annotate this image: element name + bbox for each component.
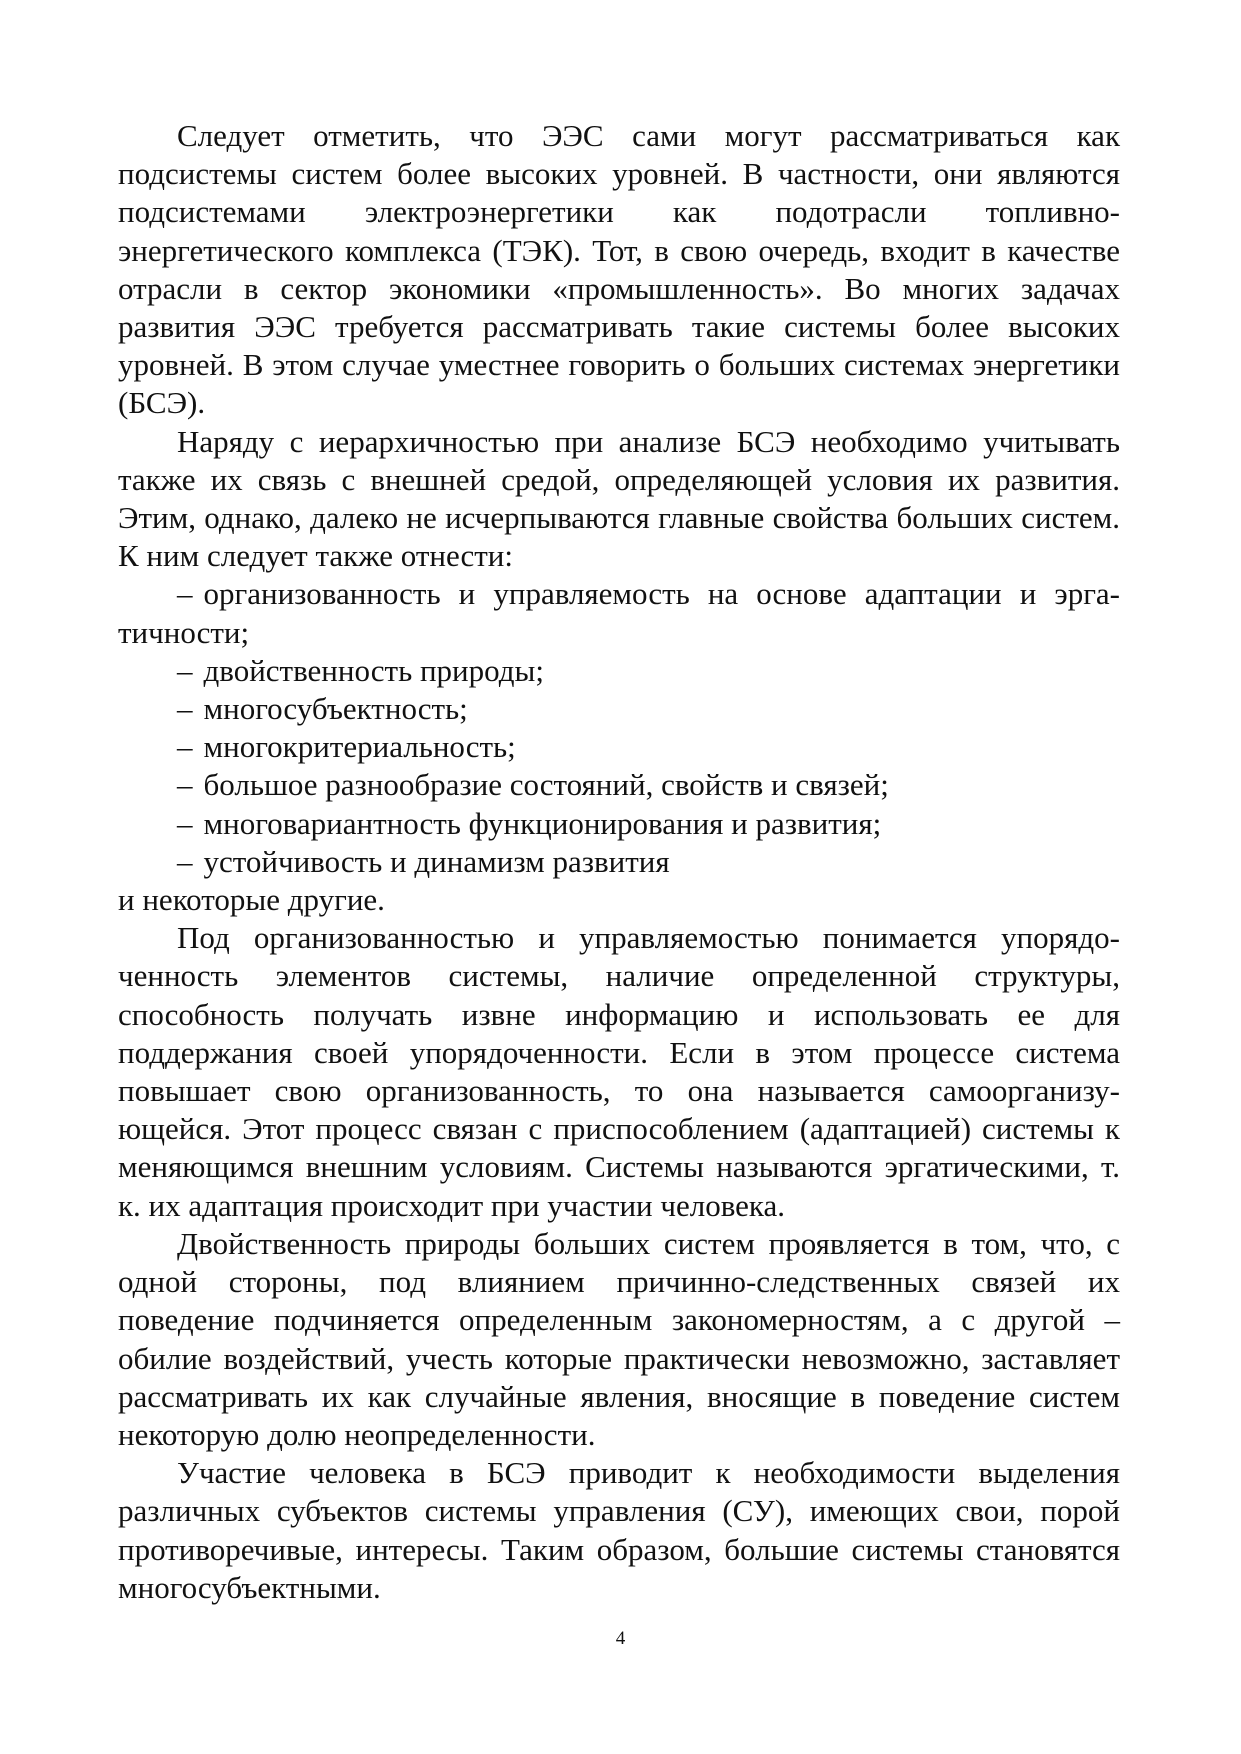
list-item-text: организованность и управляемость на основе адаптации и эргатичности;: [118, 576, 1120, 650]
properties-list: [118, 575, 1120, 881]
list-dash: –: [177, 691, 193, 727]
list-item: [118, 843, 1120, 881]
list-dash: –: [177, 767, 193, 803]
list-dash: –: [177, 729, 193, 765]
list-item: [118, 690, 1120, 728]
list-item-text: большое разнообразие состояний, свойств и связей;: [203, 767, 889, 803]
list-item-text: двойственность природы;: [203, 652, 544, 688]
paragraph-properties-intro: Наряду с иерархичностью при анализе БСЭ необходимо учитывать также их связь с внешней средой, определяющей условия их развития. Этим, однако, далеко не исчерпываются главные свойства больших систем. К ним следует также отнести:: [118, 423, 1120, 574]
page-number: 4: [615, 1628, 626, 1649]
list-dash: –: [177, 652, 193, 688]
list-dash: –: [177, 843, 193, 879]
paragraph-organization: Под организованностью и управляемостью понимается упорядоченность элементов системы, наличие определенной структуры, способность получать извне информацию и использовать ее для поддержания своей упорядоченности. Если в этом процессе система повышает свою организованность, то она называется самоорганизующейся. Этот процесс связан с приспособлением (адаптацией) системы к меняющимся внешним условиям. Системы называются эргатическими, т. к. их адаптация происходит при участии человека.: [118, 920, 1120, 1223]
list-item: [118, 652, 1120, 690]
list-item: [118, 728, 1120, 766]
paragraph-subsystems: Следует отметить, что ЭЭС сами могут рассматриваться как подсистемы систем более высоких уровней. В частности, они являются подсистемами электроэнергетики как подотрасли топливно-энергетического комплекса (ТЭК). Тот, в свою очередь, входит в качестве отрасли в сектор экономики «промышленность». Во многих задачах развития ЭЭС требуется рассматривать такие системы более высоких уровней. В этом случае уместнее говорить о больших системах энергетики (БСЭ).: [118, 118, 1120, 421]
list-item-text: многокритериальность;: [203, 729, 516, 765]
list-item: [118, 766, 1120, 804]
list-item-text: устойчивость и динамизм развития: [203, 843, 670, 879]
list-item-text: многосубъектность;: [203, 691, 468, 727]
list-dash: –: [177, 805, 193, 841]
list-continuation: и некоторые другие.: [118, 882, 385, 918]
list-item: [118, 805, 1120, 843]
page-body: [118, 117, 1120, 1607]
list-item: [118, 575, 1120, 651]
list-item-text: многовариантность функционирования и развития;: [203, 805, 882, 841]
paragraph-multisubject: Участие человека в БСЭ приводит к необходимости выделения различных субъектов системы управления (СУ), имеющих свои, порой противоречивые, интересы. Таким образом, большие системы становятся многосубъектными.: [118, 1455, 1120, 1605]
paragraph-duality: Двойственность природы больших систем проявляется в том, что, с одной стороны, под влиянием причинно-следственных связей их поведение подчиняется определенным закономерностям, а с другой – обилие воздействий, учесть которые практически невозможно, заставляет рассматривать их как случайные явления, вносящие в поведение систем некоторую долю неопределенности.: [118, 1225, 1120, 1452]
list-dash: –: [177, 576, 193, 612]
